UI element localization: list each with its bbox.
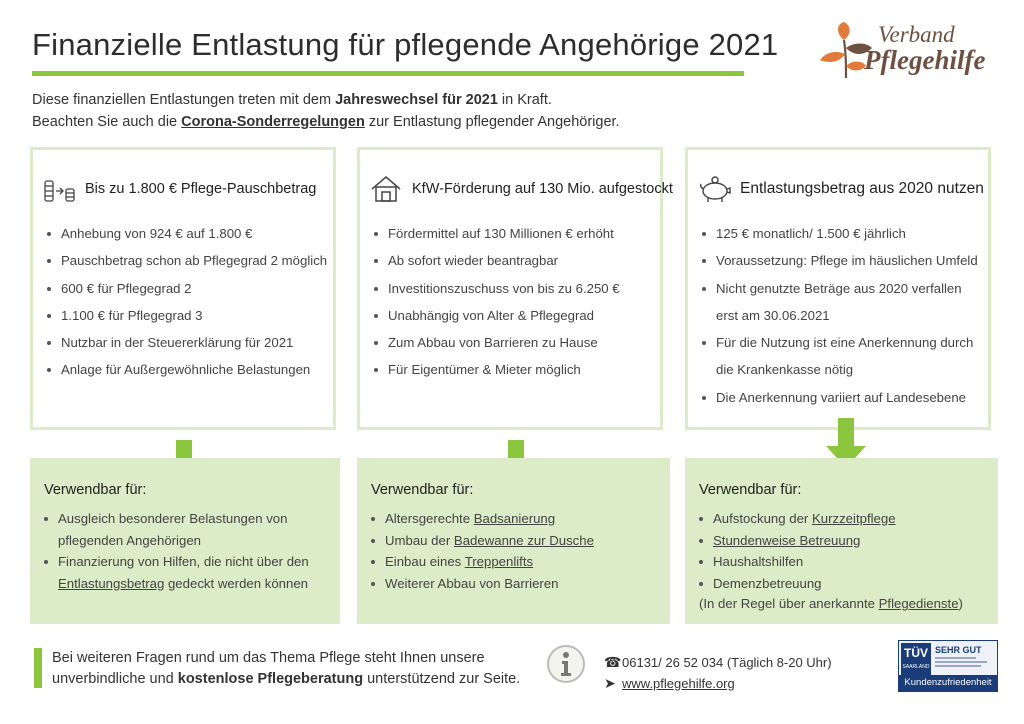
intro-text [32,89,620,133]
list-item: Anhebung von 924 € auf 1.800 € [45,220,327,247]
footer-line-2: unverbindliche und kostenlose Pflegeberatung unterstützend zur Seite. [52,671,521,687]
list-item: Umbau der Badewanne zur Dusche [369,530,594,552]
use-box-kfw [357,458,670,624]
list-item: Für Eigentümer & Mieter möglich [372,356,620,383]
list-item: Für die Nutzung ist eine Anerkennung durch [700,329,978,356]
list-item: Weiterer Abbau von Barrieren [369,573,594,595]
pflegedienste-link[interactable]: Pflegedienste [878,596,959,611]
card-pflege-pauschbetrag [30,147,336,430]
footer-line-1: Bei weiteren Fragen rund um das Thema Pflege steht Ihnen unsere [52,650,485,666]
list-item: Anlage für Außergewöhnliche Belastungen [45,356,327,383]
list-item: Fördermittel auf 130 Millionen € erhöht [372,220,620,247]
website-link[interactable]: www.pflegehilfe.org [622,676,735,691]
list-item: Nutzbar in der Steuererklärung für 2021 [45,329,327,356]
entlastungsbetrag-link[interactable]: Entlastungsbetrag [58,575,165,591]
list-item: Finanzierung von Hilfen, die nicht über den [42,551,309,573]
card-header [698,174,984,204]
list-item: Pauschbetrag schon ab Pflegegrad 2 möglich [45,247,327,274]
house-icon [370,174,404,204]
card-title: Entlastungsbetrag aus 2020 nutzen [740,180,984,197]
card-list [372,220,620,384]
badge-fine-print [935,657,993,671]
card-header [43,174,316,204]
card-title: Bis zu 1.800 € Pflege-Pauschbetrag [85,181,317,197]
list-item: 600 € für Pflegegrad 2 [45,275,327,302]
kurzzeitpflege-link[interactable]: Kurzzeitpflege [811,511,896,526]
treppenlift-link[interactable]: Treppenlifts [464,554,534,569]
coins-icon [43,174,77,204]
list-item-continuation: Entlastungsbetrag gedeckt werden können [58,575,309,591]
footer-text [52,648,520,690]
card-list [700,220,978,411]
badewanne-dusche-link[interactable]: Badewanne zur Dusche [453,532,594,548]
logo-text-pflegehilfe: Pflegehilfe [864,45,986,75]
list-item: Altersgerechte Badsanierung [369,508,594,530]
card-list [45,220,327,384]
verband-pflegehilfe-logo[interactable] [816,20,1006,82]
list-item: Investitionszuschuss von bis zu 6.250 € [372,275,620,302]
logo-text-verband: Verband [878,22,955,47]
piggy-bank-icon [698,174,732,204]
intro-highlight: Jahreswechsel für 2021 [335,92,498,108]
pflegeberatung-highlight: kostenlose Pflegeberatung [177,671,364,687]
use-box-entlastungsbetrag [685,458,998,624]
list-item: Ab sofort wieder beantragbar [372,247,620,274]
page-title: Finanzielle Entlastung für pflegende Angehörige 2021 [32,27,779,62]
contact-info [604,652,832,694]
info-icon [547,645,585,683]
list-item-continuation: erst am 30.06.2021 [716,307,830,323]
list-item: 125 € monatlich/ 1.500 € jährlich [700,220,978,247]
use-box-pauschbetrag [30,458,340,624]
website-row[interactable] [604,673,832,694]
list-item: Aufstockung der Kurzzeitpflege [697,508,896,530]
card-kfw-foerderung [357,147,673,430]
use-heading: Verwendbar für: [371,482,474,498]
list-item: Nicht genutzte Beträge aus 2020 verfallen [700,275,978,302]
badge-rating: SEHR GUT [935,645,982,655]
list-item: Zum Abbau von Barrieren zu Hause [372,329,620,356]
use-list [369,508,594,594]
card-header [370,174,673,204]
use-heading: Verwendbar für: [699,482,802,498]
card-entlastungsbetrag [685,147,991,430]
phone-icon: ☎ [604,654,622,670]
list-item: 1.100 € für Pflegegrad 3 [45,302,327,329]
list-item: Voraussetzung: Pflege im häuslichen Umfeld [700,247,978,274]
phone-number: 06131/ 26 52 034 (Täglich 8-20 Uhr) [622,655,832,670]
title-underline [32,71,744,76]
badge-label: Kundenzufriedenheit [899,675,997,691]
tuev-seal: TÜV SAARLAND [901,643,931,675]
list-item: Die Anerkennung variiert auf Landesebene [700,384,978,411]
list-item: Demenzbetreuung [697,573,896,595]
badsanierung-link[interactable]: Badsanierung [473,511,556,526]
list-item-continuation: die Krankenkasse nötig [716,362,854,378]
list-item: Ausgleich besonderer Belastungen von [42,508,309,530]
use-list [697,508,896,594]
list-item: Einbau eines Treppenlifts [369,551,594,573]
tuev-badge [898,640,998,692]
corona-rules-link[interactable]: Corona-Sonderregelungen [181,114,365,130]
card-title: KfW-Förderung auf 130 Mio. aufgestockt [412,181,673,197]
use-note: (In der Regel über anerkannte Pflegedienste) [699,596,963,611]
arrow-right-icon: ➤ [604,675,616,691]
list-item [697,530,896,552]
use-list [42,508,309,594]
intro-line-2: Beachten Sie auch die Corona-Sonderregelungen zur Entlastung pflegender Angehöriger. [32,114,620,130]
footer-accent-bar [34,648,42,688]
phone-row[interactable] [604,652,832,673]
list-item: Haushaltshilfen [697,551,896,573]
list-item: Unabhängig von Alter & Pflegegrad [372,302,620,329]
intro-line-1: Diese finanziellen Entlastungen treten mit dem Jahreswechsel für 2021 in Kraft. [32,92,552,108]
use-heading: Verwendbar für: [44,482,147,498]
list-item-continuation: pflegenden Angehörigen [58,532,201,548]
stundenweise-betreuung-link[interactable]: Stundenweise Betreuung [713,532,861,548]
